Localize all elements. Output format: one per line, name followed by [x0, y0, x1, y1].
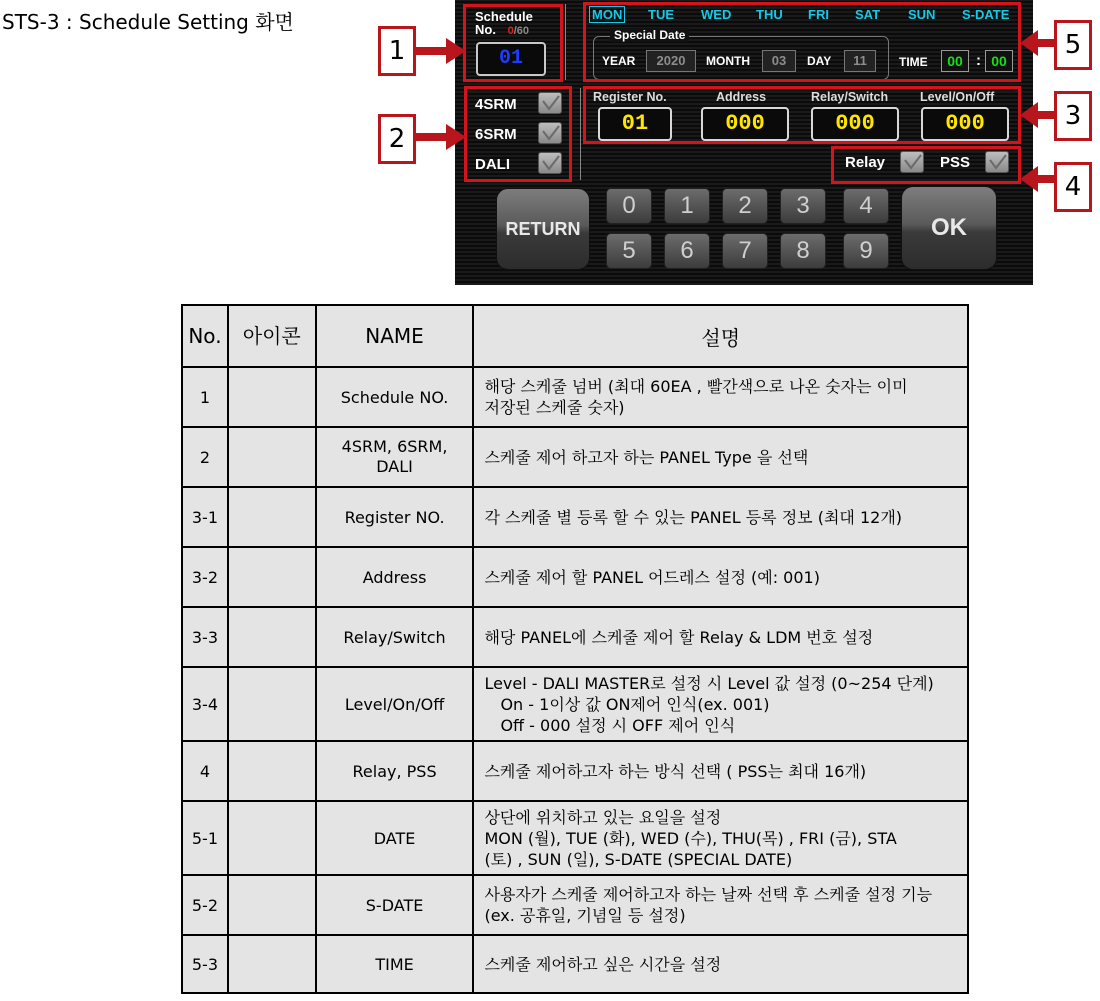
total-count: /60 [513, 25, 529, 37]
relay-label: Relay [845, 154, 886, 171]
row-no: 3-3 [182, 607, 228, 667]
row-no: 5-2 [182, 875, 228, 935]
return-button[interactable]: RETURN [496, 188, 590, 270]
row-name: DATE [316, 801, 474, 875]
row-desc: 해당 PANEL에 스케줄 제어 할 Relay & LDM 번호 설정 [473, 607, 968, 667]
callout-box-5 [583, 2, 1021, 82]
time-hour-field[interactable]: 00 [941, 50, 969, 72]
callout-4-arrow [1020, 166, 1056, 192]
header-name: NAME [316, 305, 474, 367]
address-header: Address [716, 90, 767, 104]
table-row [182, 367, 968, 427]
table-row [182, 607, 968, 667]
row-icon [228, 547, 316, 607]
keypad-1-button[interactable]: 1 [664, 188, 710, 224]
description-table [181, 304, 969, 994]
row-icon [228, 427, 316, 487]
row-icon [228, 801, 316, 875]
table-row [182, 547, 968, 607]
row-icon [228, 607, 316, 667]
table-row [182, 427, 968, 487]
day-tab-sun[interactable]: SUN [908, 7, 936, 22]
keypad-7-button[interactable]: 7 [722, 233, 768, 269]
keypad-5-button[interactable]: 5 [606, 233, 652, 269]
row-desc: Level - DALI MASTER로 설정 시 Level 값 설정 (0~254 단계) On - 1이상 값 ON제어 인식(ex. 001) Off - 000 설정 시 OFF 제어 인식 [473, 667, 968, 741]
callout-3: 3 [1054, 91, 1092, 141]
row-no: 2 [182, 427, 228, 487]
day-label: DAY [807, 54, 832, 68]
month-field[interactable]: 03 [762, 50, 796, 72]
keypad-8-button[interactable]: 8 [780, 233, 826, 269]
callout-3-arrow [1020, 102, 1056, 128]
row-no: 3-2 [182, 547, 228, 607]
row-name: Address [316, 547, 474, 607]
month-label: MONTH [706, 54, 750, 68]
row-icon [228, 935, 316, 993]
day-tab-tue[interactable]: TUE [648, 7, 674, 22]
row-icon [228, 875, 316, 935]
relay-switch-field[interactable]: 000 [811, 107, 899, 141]
callout-box-3 [583, 86, 1021, 144]
table-header-row [182, 305, 968, 367]
callout-1-arrow [416, 38, 466, 64]
panel-type-6srm-label: 6SRM [475, 126, 517, 143]
panel-type-dali-label: DALI [475, 156, 510, 173]
level-on-off-field[interactable]: 000 [921, 107, 1009, 141]
row-icon [228, 741, 316, 801]
register-no-field[interactable]: 01 [598, 107, 672, 141]
header-icon: 아이콘 [228, 305, 316, 367]
table-row [182, 935, 968, 993]
row-name: Relay/Switch [316, 607, 474, 667]
day-field[interactable]: 11 [844, 50, 876, 72]
day-tab-s-date[interactable]: S-DATE [962, 7, 1010, 22]
pss-label: PSS [940, 154, 971, 171]
register-no-header: Register No. [593, 90, 667, 104]
header-no: No. [182, 305, 228, 367]
row-desc: 스케줄 제어 하고자 하는 PANEL Type 을 선택 [473, 427, 968, 487]
saved-count: 0 [507, 25, 514, 37]
row-name: Schedule NO. [316, 367, 474, 427]
time-label: TIME [899, 55, 928, 69]
table-row [182, 801, 968, 875]
schedule-setting-screen [455, 0, 1033, 285]
row-desc: 상단에 위치하고 있는 요일을 설정 MON (월), TUE (화), WED (수), THU(목) , FRI (금), STA (토) , SUN (일), S-DATE (SPECIAL DATE) [473, 801, 968, 875]
header-desc: 설명 [473, 305, 968, 367]
schedule-no-label: Schedule No. 0/60 [475, 9, 533, 37]
table-row [182, 875, 968, 935]
keypad-3-button[interactable]: 3 [780, 188, 826, 224]
row-name: Level/On/Off [316, 667, 474, 741]
table-row [182, 741, 968, 801]
callout-2-arrow [416, 124, 466, 150]
day-tab-thu[interactable]: THU [756, 7, 783, 22]
row-no: 4 [182, 741, 228, 801]
relay-switch-header: Relay/Switch [811, 90, 889, 104]
row-no: 3-4 [182, 667, 228, 741]
callout-box-2 [464, 86, 572, 182]
table-row [182, 667, 968, 741]
row-no: 5-1 [182, 801, 228, 875]
ok-button[interactable]: OK [901, 186, 997, 270]
row-name: Register NO. [316, 487, 474, 547]
row-no: 5-3 [182, 935, 228, 993]
callout-5-arrow [1020, 30, 1056, 56]
time-separator: : [976, 52, 981, 69]
callout-1: 1 [378, 26, 416, 76]
row-icon [228, 367, 316, 427]
divider [565, 4, 566, 80]
level-on-off-header: Level/On/Off [920, 90, 995, 104]
callout-2: 2 [378, 114, 416, 164]
keypad-9-button[interactable]: 9 [843, 233, 889, 269]
day-tab-mon[interactable]: MON [589, 6, 625, 23]
row-name: TIME [316, 935, 474, 993]
divider [580, 88, 581, 180]
row-desc: 스케줄 제어하고자 하는 방식 선택 ( PSS는 최대 16개) [473, 741, 968, 801]
row-no: 3-1 [182, 487, 228, 547]
schedule-no-field[interactable]: 01 [476, 42, 546, 76]
keypad-2-button[interactable]: 2 [722, 188, 768, 224]
page-title: STS-3 : Schedule Setting 화면 [2, 10, 294, 34]
callout-5: 5 [1054, 20, 1092, 70]
row-name: S-DATE [316, 875, 474, 935]
callout-4: 4 [1054, 162, 1092, 212]
day-tab-sat[interactable]: SAT [855, 7, 881, 22]
year-label: YEAR [602, 54, 636, 68]
table-row [182, 487, 968, 547]
address-field[interactable]: 000 [701, 107, 789, 141]
row-desc: 사용자가 스케줄 제어하고자 하는 날짜 선택 후 스케줄 설정 기능 (ex. 공휴일, 기념일 등 설정) [473, 875, 968, 935]
panel-type-4srm-label: 4SRM [475, 96, 517, 113]
row-no: 1 [182, 367, 228, 427]
callout-box-1 [463, 4, 563, 82]
keypad-4-button[interactable]: 4 [843, 188, 889, 224]
row-desc: 스케줄 제어 할 PANEL 어드레스 설정 (예: 001) [473, 547, 968, 607]
row-name: Relay, PSS [316, 741, 474, 801]
time-minute-field[interactable]: 00 [985, 50, 1013, 72]
row-icon [228, 487, 316, 547]
callout-box-4 [831, 146, 1021, 184]
day-tab-fri[interactable]: FRI [808, 7, 829, 22]
day-tab-wed[interactable]: WED [701, 7, 732, 22]
keypad-0-button[interactable]: 0 [606, 188, 652, 224]
row-desc: 각 스케줄 별 등록 할 수 있는 PANEL 등록 정보 (최대 12개) [473, 487, 968, 547]
row-desc: 스케줄 제어하고 싶은 시간을 설정 [473, 935, 968, 993]
year-field[interactable]: 2020 [646, 50, 696, 72]
special-date-title: Special Date [610, 28, 689, 42]
row-desc: 해당 스케줄 넘버 (최대 60EA , 빨간색으로 나온 숫자는 이미 저장된 스케줄 숫자) [473, 367, 968, 427]
row-name: 4SRM, 6SRM, DALI [316, 427, 474, 487]
keypad-6-button[interactable]: 6 [664, 233, 710, 269]
row-icon [228, 667, 316, 741]
